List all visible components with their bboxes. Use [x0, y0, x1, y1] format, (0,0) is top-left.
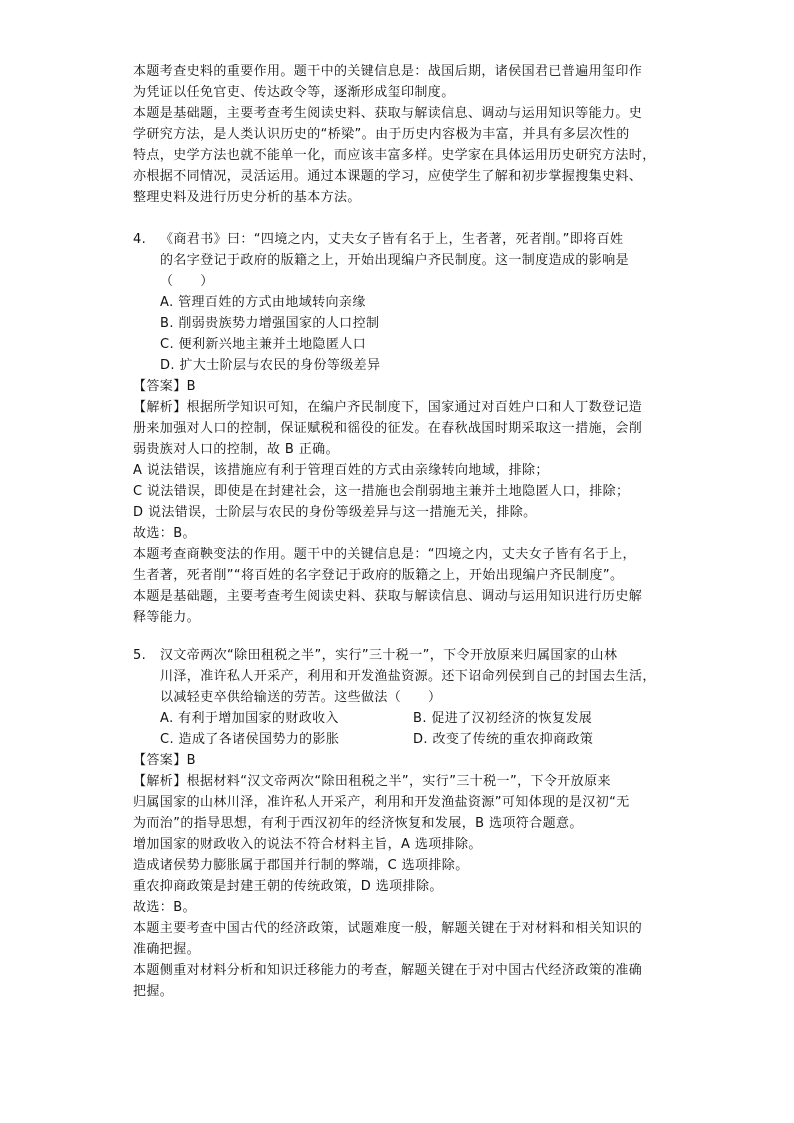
question-5-stem: 以减轻吏卒供给输送的劳苦。这些做法（ ）: [160, 690, 442, 705]
intro-line: 亦根据不同情况，灵活运用。通过本课题的学习，应使学生了解和初步掌握搜集史料、: [133, 169, 643, 184]
question-4-option-b: B. 削弱贵族势力增强国家的人口控制: [160, 316, 380, 331]
question-5-answer: 【答案】B: [133, 753, 196, 768]
question-4-analysis: 释等能力。: [133, 610, 201, 625]
question-4-analysis: 本题考查商鞅变法的作用。题干中的关键信息是：“四境之内，丈夫女子皆有名于上，: [133, 547, 636, 562]
question-4-answer: 【答案】B: [133, 379, 196, 394]
question-5-analysis: 把握。: [133, 984, 174, 999]
question-4-stem: 的名字登记于政府的版籍之上，开始出现编户齐民制度。这一制度造成的影响是: [160, 253, 630, 268]
question-5-analysis: 【解析】根据材料“汉文帝两次“除田租税之半”，实行”三十税一”，下令开放原来: [133, 774, 611, 789]
intro-line: 为凭证以任免官吏、传达政令等，逐渐形成玺印制度。: [133, 85, 455, 100]
question-4-stem: 《商君书》曰：“四境之内，丈夫女子皆有名于上，生者著，死者削。”即将百姓: [160, 232, 624, 247]
question-4-analysis: 【解析】根据所学知识可知，在编户齐民制度下，国家通过对百姓户口和人丁数登记造: [133, 400, 643, 415]
question-4-analysis: 弱贵族对人口的控制，故 B 正确。: [133, 442, 339, 457]
question-4-option-d: D. 扩大士阶层与农民的身份等级差异: [160, 358, 381, 373]
intro-line: 学研究方法，是人类认识历史的“桥梁”。由于历史内容极为丰富，并具有多层次性的: [133, 127, 630, 142]
question-5-analysis: 准确把握。: [133, 942, 201, 957]
question-5-option-d: D. 改变了传统的重农抑商政策: [413, 732, 594, 747]
question-5-analysis: 重农抑商政策是封建王朝的传统政策，D 选项排除。: [133, 879, 443, 894]
intro-line: 特点，史学方法也就不能单一化，而应该丰富多样。史学家在具体运用历史研究方法时，: [133, 148, 656, 163]
question-5-analysis: 本题主要考查中国古代的经济政策，试题难度一般，解题关键在于对材料和相关知识的: [133, 921, 643, 936]
question-4-analysis: 册来加强对人口的控制，保证赋税和徭役的征发。在春秋战国时期采取这一措施，会削: [133, 421, 643, 436]
question-5-analysis: 归属国家的山林川泽，准许私人开采产，利用和开发渔盐资源”可知体现的是汉初“无: [133, 795, 630, 810]
question-5-analysis: 为而治”的指导思想，有利于西汉初年的经济恢复和发展，B 选项符合题意。: [133, 816, 583, 831]
question-4-option-a: A. 管理百姓的方式由地域转向亲缘: [160, 295, 366, 310]
question-4-analysis: 故选：B。: [133, 526, 196, 541]
question-4-analysis: C 说法错误，即使是在封建社会，这一措施也会削弱地主兼并土地隐匿人口，排除；: [133, 484, 630, 499]
question-5-number: 5.: [133, 648, 147, 663]
question-4-analysis: D 说法错误，士阶层与农民的身份等级差异与这一措施无关，排除。: [133, 505, 537, 520]
question-4-number: 4.: [133, 232, 147, 247]
intro-line: 本题考查史料的重要作用。题干中的关键信息是：战国后期，诸侯国君已普遍用玺印作: [133, 64, 643, 79]
question-5-analysis: 造成诸侯势力膨胀属于郡国并行制的弊端，C 选项排除。: [133, 858, 469, 873]
question-5-analysis: 故选：B。: [133, 900, 196, 915]
intro-line: 本题是基础题，主要考查考生阅读史料、获取与解读信息、调动与运用知识等能力。史: [133, 106, 643, 121]
question-4-stem: （ ）: [160, 274, 214, 289]
question-5-option-a: A. 有利于增加国家的财政收入: [160, 711, 339, 726]
intro-line: 整理史料及进行历史分析的基本方法。: [133, 190, 361, 205]
question-5-stem: 川泽，准许私人开采产，利用和开发渔盐资源。还下诏命列侯到自己的封国去生活，: [160, 669, 656, 684]
question-5-stem: 汉文帝两次“除田租税之半”，实行”三十税一”，下令开放原来归属国家的山林: [160, 648, 618, 663]
question-4-analysis: 本题是基础题，主要考查考生阅读史料、获取与解读信息、调动与运用知识进行历史解: [133, 589, 643, 604]
question-4-option-c: C. 便利新兴地主兼并土地隐匿人口: [160, 337, 367, 352]
question-5-option-b: B. 促进了汉初经济的恢复发展: [413, 711, 593, 726]
question-4-analysis: A 说法错误，该措施应有利于管理百姓的方式由亲缘转向地域，排除；: [133, 463, 549, 478]
question-4-analysis: 生者著，死者削”“将百姓的名字登记于政府的版籍之上，开始出现编户齐民制度”。: [133, 568, 624, 583]
question-5-analysis: 本题侧重对材料分析和知识迁移能力的考查，解题关键在于对中国古代经济政策的准确: [133, 963, 643, 978]
question-5-option-c: C. 造成了各诸侯国势力的影胀: [160, 732, 340, 747]
question-5-analysis: 增加国家的财政收入的说法不符合材料主旨，A 选项排除。: [133, 837, 482, 852]
